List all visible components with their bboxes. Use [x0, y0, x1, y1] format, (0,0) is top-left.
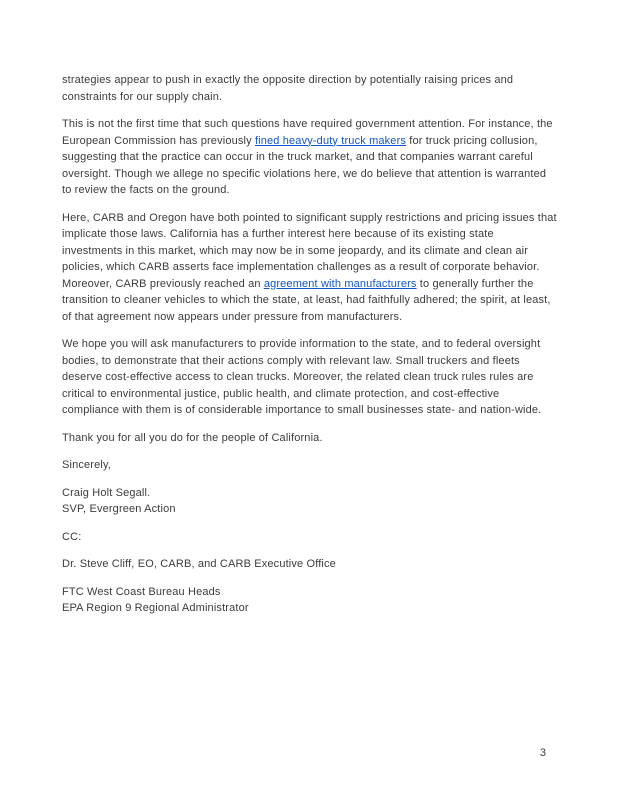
cc-agencies-block	[62, 584, 557, 617]
paragraph-text: CC:	[62, 530, 82, 543]
page-number: 3	[539, 747, 546, 759]
cc-label	[62, 529, 557, 546]
agreement-with-manufacturers-link[interactable]: agreement with manufacturers	[263, 277, 417, 290]
paragraph-text: This is not the first time that such questions have required government attention. For instance, the European Commission has previously	[62, 118, 553, 147]
signature-closing	[62, 457, 557, 474]
paragraph-thank-you	[62, 430, 557, 447]
paragraph-text: for truck pricing collusion, suggesting that the practice can occur in the truck market, and that companies warrant careful oversight. Though we allege no specific violations here, we do believe that attention is warranted to review the facts on the ground.	[62, 134, 547, 196]
paragraph-eu-commission	[62, 116, 557, 199]
paragraph-request-to-oversight-bodies	[62, 336, 557, 419]
paragraph-text: Thank you for all you do for the people of California.	[62, 431, 323, 444]
paragraph-text: EPA Region 9 Regional Administrator	[62, 602, 249, 614]
paragraph-text: We hope you will ask manufacturers to provide information to the state, and to federal oversight bodies, to demonstrate that their actions comply with relevant law. Small truckers and fleets deserve cost-effective access to clean trucks. Moreover, the related clean truck rules rules are critical to environmental justice, public health, and climate protection, and cost-effective compliance with them is of considerable importance to small businesses state- and nation-wide.	[62, 338, 542, 416]
paragraph-carb-oregon	[62, 210, 557, 326]
fined-heavy-duty-truck-makers-link[interactable]: fined heavy-duty truck makers	[254, 134, 407, 147]
paragraph-text: to generally further the transition to cleaner vehicles to which the state, at least, had faithfully adhered; the spirit, at least, of that agreement now appears under pressure from manufacturers.	[62, 277, 551, 323]
paragraph-text: Sincerely,	[62, 459, 111, 471]
paragraph-text: Craig Holt Segall.	[62, 486, 151, 499]
paragraph-supply-chain	[62, 72, 557, 105]
signature-name-block	[62, 485, 557, 518]
cc-carb-line	[62, 556, 557, 573]
letter-body	[62, 72, 557, 628]
paragraph-text: strategies appear to push in exactly the opposite direction by potentially raising prices and constraints for our supply chain.	[62, 74, 514, 103]
paragraph-text: Dr. Steve Cliff, EO, CARB, and CARB Executive Office	[62, 558, 336, 570]
paragraph-text: FTC West Coast Bureau Heads	[62, 585, 221, 598]
paragraph-text: Here, CARB and Oregon have both pointed to significant supply restrictions and pricing issues that implicate those laws. California has a further interest here because of its existing state investments in this market, which may now be in some jeopardy, and its climate and clean air policies, which CARB asserts face implementation challenges as a result of corporate behavior. Moreover, CARB previously reached an	[62, 211, 557, 290]
paragraph-text: SVP, Evergreen Action	[62, 503, 176, 515]
